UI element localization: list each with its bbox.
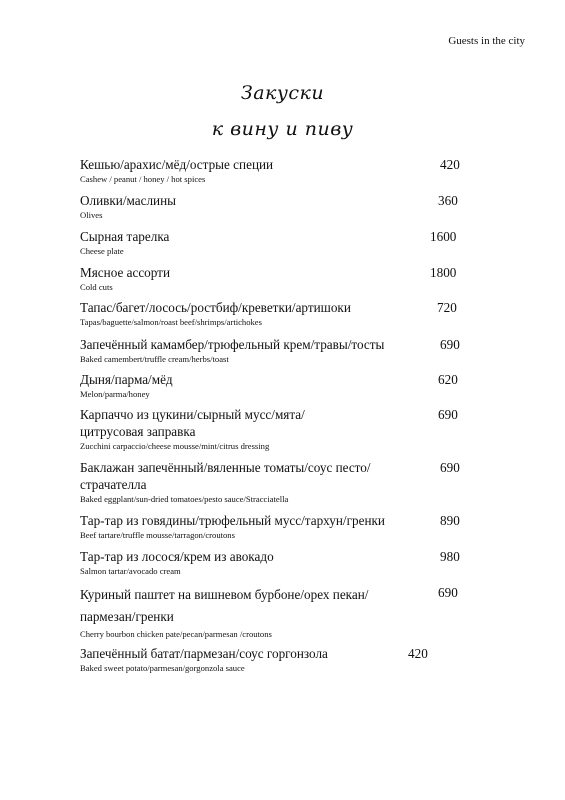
item-price: 1800: [430, 265, 457, 280]
item-name-en: Melon/parma/honey: [80, 389, 150, 399]
item-name-ru: Оливки/маслины: [80, 193, 177, 208]
item-price: 690: [440, 460, 460, 475]
item-price: 360: [438, 193, 458, 208]
item-name-ru: Сырная тарелка: [80, 229, 170, 244]
item-name-ru: Запечённый батат/пармезан/соус горгонзола: [80, 646, 328, 661]
menu-item: [80, 645, 500, 674]
menu-item: [80, 459, 500, 505]
item-name-ru: Запечённый камамбер/трюфельный крем/травы/тосты: [80, 337, 385, 352]
item-name-ru: Куриный паштет на вишневом бурбоне/орех пекан/ пармезан/гренки: [80, 587, 369, 624]
item-price: 420: [440, 157, 460, 172]
item-price: 690: [438, 585, 458, 600]
menu-item: [80, 228, 500, 257]
item-price: 690: [438, 407, 458, 422]
item-name-en: Cold cuts: [80, 282, 113, 292]
item-price: 420: [408, 646, 428, 661]
item-name-ru: Дыня/парма/мёд: [80, 372, 173, 387]
item-name-en: Cashew / peanut / honey / hot spices: [80, 174, 206, 184]
item-name-ru: Баклажан запечённый/вяленные томаты/соус песто/ страчателла: [80, 460, 371, 492]
menu-item: [80, 548, 500, 577]
menu-item: [80, 192, 500, 221]
item-price: 1600: [430, 229, 457, 244]
menu-item: [80, 584, 500, 640]
item-name-ru: Карпаччо из цукини/сырный мусс/мята/ цитрусовая заправка: [80, 407, 305, 439]
page-title: Закуски: [240, 82, 325, 104]
item-name-en: Baked camembert/truffle cream/herbs/toast: [80, 354, 229, 364]
item-name-ru: Мясное ассорти: [80, 265, 171, 280]
item-price: 720: [437, 300, 457, 315]
menu-item: [80, 371, 500, 400]
item-name-en: Baked eggplant/sun-dried tomatoes/pesto sauce/Stracciatella: [80, 494, 289, 504]
item-name-ru: Тар-тар из лосося/крем из авокадо: [80, 549, 274, 564]
item-name-ru: Кешью/арахис/мёд/острые специи: [80, 157, 274, 172]
item-name-en: Olives: [80, 210, 103, 220]
item-name-en: Cheese plate: [80, 246, 124, 256]
item-name-en: Beef tartare/truffle mousse/tarragon/croutons: [80, 530, 235, 540]
item-name-ru: Тапас/багет/лосось/ростбиф/креветки/артишоки: [80, 300, 351, 315]
item-name-en: Tapas/baguette/salmon/roast beef/shrimps/artichokes: [80, 317, 262, 327]
menu-item: [80, 299, 500, 328]
item-price: 620: [438, 372, 458, 387]
item-price: 980: [440, 549, 460, 564]
item-name-en: Salmon tartar/avocado cream: [80, 566, 181, 576]
item-name-ru: Тар-тар из говядины/трюфельный мусс/тархун/гренки: [80, 513, 385, 528]
menu-item: [80, 336, 500, 365]
item-name-en: Cherry bourbon chicken pate/pecan/parmesan /croutons: [80, 629, 272, 639]
item-name-en: Zucchini carpaccio/cheese mousse/mint/citrus dressing: [80, 441, 270, 451]
item-name-en: Baked sweet potato/parmesan/gorgonzola sauce: [80, 663, 245, 673]
page-subtitle: к вину и пиву: [211, 118, 354, 140]
menu-item: [80, 512, 500, 541]
item-price: 890: [440, 513, 460, 528]
menu-item: [80, 264, 500, 293]
menu-item: [80, 406, 500, 452]
header-tagline: Guests in the city: [448, 35, 525, 47]
item-price: 690: [440, 337, 460, 352]
menu-item: [80, 156, 500, 185]
